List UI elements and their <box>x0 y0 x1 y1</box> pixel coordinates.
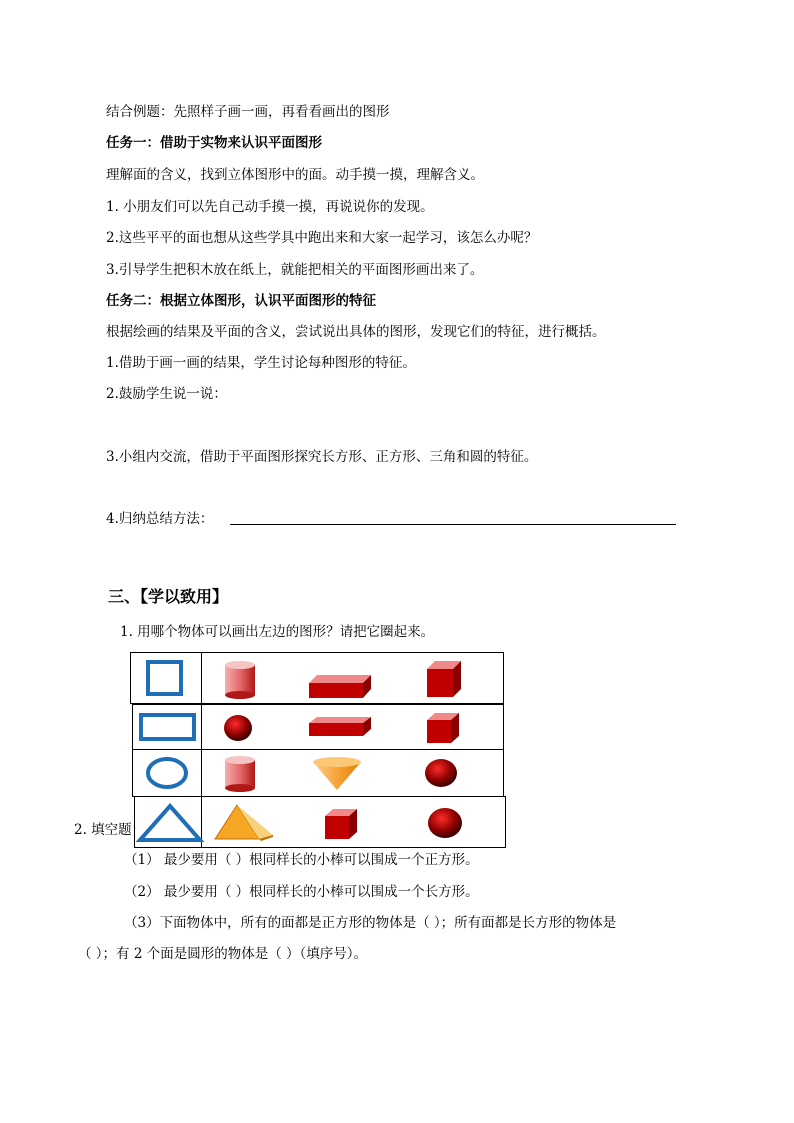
question2-item3-part2: （ ）；有 2 个面是圆形的物体是（ ）（填序号）。 <box>78 946 368 962</box>
sphere-icon[interactable] <box>223 714 253 742</box>
prism-icon[interactable] <box>213 801 277 843</box>
flat-box-icon[interactable] <box>307 673 373 701</box>
rectangle-icon <box>139 713 197 743</box>
cylinder-icon[interactable] <box>223 754 257 794</box>
square-icon <box>145 660 185 696</box>
question1-text: 1. 用哪个物体可以画出左边的图形？请把它圈起来。 <box>120 624 435 640</box>
task1-step3: 3.引导学生把积木放在纸上，就能把相关的平面图形画出来了。 <box>106 262 484 278</box>
circle-icon <box>145 758 191 790</box>
task2-step2: 2.鼓励学生说一说： <box>106 386 227 402</box>
sphere-icon[interactable] <box>427 807 463 839</box>
task2-step1: 1.借助于画一画的结果，学生讨论每种图形的特征。 <box>106 355 416 371</box>
cube-icon[interactable] <box>425 711 463 745</box>
question2-item2: （2） 最少要用（ ）根同样长的小棒可以围成一个长方形。 <box>124 884 479 900</box>
task1-step2: 2.这些平平的面也想从这些学具中跑出来和大家一起学习，该怎么办呢？ <box>106 230 538 246</box>
question2-item1: （1） 最少要用（ ）根同样长的小棒可以围成一个正方形。 <box>124 852 479 868</box>
flat-box-icon[interactable] <box>307 715 373 741</box>
task2-description: 根据绘画的结果及平面的含义，尝试说出具体的图形，发现它们的特征，进行概括。 <box>106 324 606 340</box>
question2-label: 2. 填空题 <box>74 822 132 838</box>
task2-step3: 3.小组内交流，借助于平面图形探究长方形、正方形、三角和圆的特征。 <box>106 449 538 465</box>
table-row-1 <box>130 652 504 704</box>
cylinder-icon[interactable] <box>223 659 257 701</box>
sphere-icon[interactable] <box>425 758 459 788</box>
question2-item3-part1: （3）下面物体中，所有的面都是正方形的物体是（ ）；所有面都是长方形的物体是 <box>124 915 617 931</box>
task2-title: 任务二：根据立体图形，认识平面图形的特征 <box>106 293 376 309</box>
table-row-4 <box>134 796 506 848</box>
cube-icon[interactable] <box>323 807 361 841</box>
table-row-2 <box>132 704 504 750</box>
task2-step4: 4.归纳总结方法： <box>106 511 214 527</box>
cone-icon[interactable] <box>311 756 363 792</box>
cube-icon[interactable] <box>425 659 465 699</box>
answer-blank-line[interactable] <box>230 524 676 525</box>
task1-step1: 1. 小朋友们可以先自己动手摸一摸，再说说你的发现。 <box>106 199 434 215</box>
intro-text: 结合例题：先照样子画一画，再看看画出的图形 <box>106 104 390 120</box>
task1-description: 理解面的含义，找到立体图形中的面。动手摸一摸，理解含义。 <box>106 167 484 183</box>
section-title: 三、【学以致用】 <box>108 587 229 606</box>
triangle-icon <box>137 803 203 843</box>
table-row-3 <box>132 749 504 797</box>
task1-title: 任务一：借助于实物来认识平面图形 <box>106 135 322 151</box>
